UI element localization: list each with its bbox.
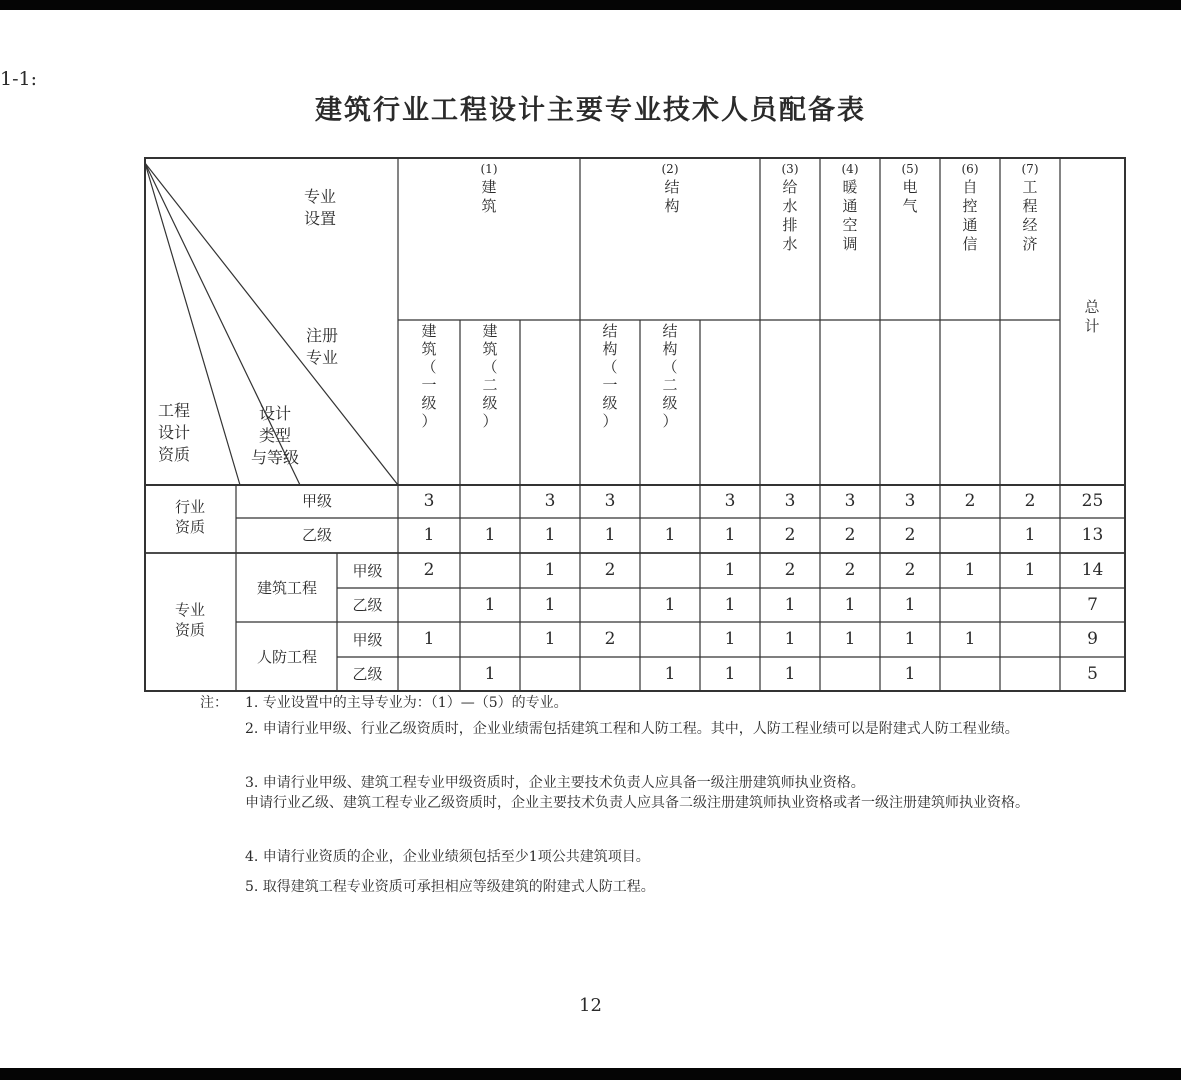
table-label: 1-1: [0,68,37,90]
table-cell: 3 [724,491,736,511]
table-cell: 1 [664,594,676,615]
note-3-continued: 申请行业乙级、建筑工程专业乙级资质时，企业主要技术负责人应具备二级注册建筑师执业资格或者一级注册建筑师执业资格。 [245,795,1029,811]
page-number: 12 [579,995,602,1016]
specialty-6-number: (6) [961,162,979,176]
table-cell: 1 [904,629,916,649]
table-cell: 1 [484,594,496,615]
specialty-7-name: 工 程 经 济 [1022,178,1038,253]
specialty-2-number: (2) [661,162,679,176]
table-cell: 1 [1024,525,1036,545]
row-total-cell: 14 [1081,560,1104,580]
specialty-3-name: 给 水 排 水 [782,178,798,253]
table-cell: 3 [423,491,435,511]
row-1-grade: 甲级 [301,492,332,510]
specialty-5-number: (5) [901,162,919,176]
table-cell: 1 [784,629,796,649]
registered-arch-1: 建 筑 （ 一 级 ） [421,322,437,430]
specialty-4-number: (4) [841,162,859,176]
table-cell: 2 [1024,491,1036,511]
specialty-6-name: 自 控 通 信 [962,178,978,253]
table-cell: 1 [544,594,556,615]
table-cell: 3 [604,491,616,511]
row-total-cell: 9 [1087,629,1098,649]
table-cell: 1 [784,594,796,615]
note-3: 3. 申请行业甲级、建筑工程专业甲级资质时，企业主要技术负责人应具备一级注册建筑师执业资格。 [245,775,865,791]
table-cell: 1 [724,560,736,580]
table-cell: 1 [964,629,976,649]
note-5: 5. 取得建筑工程专业资质可承担相应等级建筑的附建式人防工程。 [245,879,655,895]
table-cell: 1 [484,525,496,545]
table-cell: 1 [904,663,916,684]
row-6-grade: 乙级 [352,665,383,683]
table-cell: 1 [664,525,676,545]
row-total-cell: 25 [1081,491,1104,511]
industry-qualification-label: 行业 资质 [174,498,205,536]
note-1: 1. 专业设置中的主导专业为：（1）—（5）的专业。 [245,695,568,711]
table-cell: 2 [784,560,796,580]
table-cell: 2 [904,525,916,545]
table-cell: 2 [904,560,916,580]
civil-defense-label: 人防工程 [256,648,317,666]
table-cell: 1 [423,629,435,649]
row-5-grade: 甲级 [352,631,383,649]
table-cell: 2 [604,560,616,580]
table-cell: 3 [844,491,856,511]
table-cell: 1 [604,525,616,545]
table-cell: 3 [784,491,796,511]
note-2: 2. 申请行业甲级、行业乙级资质时，企业业绩需包括建筑工程和人防工程。其中，人防工程业绩可以是附建式人防工程业绩。 [245,721,1019,737]
table-cell: 2 [604,629,616,649]
table-cell: 1 [1024,560,1036,580]
table-cell: 2 [784,525,796,545]
specialty-setting-label: 专业 设置 [303,187,336,228]
registered-arch-2: 建 筑 （ 二 级 ） [482,322,498,430]
table-cell: 2 [844,560,856,580]
table-cell: 1 [484,663,496,684]
specialty-7-number: (7) [1021,162,1039,176]
row-3-grade: 甲级 [352,562,383,580]
table-cell: 3 [904,491,916,511]
row-total-cell: 5 [1087,663,1098,684]
table-cell: 1 [544,629,556,649]
row-total-cell: 7 [1087,594,1098,615]
specialty-1-number: (1) [480,162,498,176]
table-cell: 1 [544,525,556,545]
specialty-1-name: 建 筑 [481,178,497,215]
registered-struct-2: 结 构 （ 二 级 ） [662,322,678,430]
note-4: 4. 申请行业资质的企业，企业业绩须包括至少1项公共建筑项目。 [245,849,650,865]
specialty-3-number: (3) [781,162,799,176]
table-cell: 3 [544,491,556,511]
table-cell: 1 [664,663,676,684]
table-cell: 2 [423,560,435,580]
registered-specialty-label: 注册 专业 [305,326,338,367]
design-type-label: 设计 类型 与等级 [250,404,299,467]
table-cell: 1 [904,594,916,615]
specialty-2-name: 结 构 [664,178,680,215]
specialty-5-name: 电 气 [902,178,918,215]
table-cell: 1 [423,525,435,545]
table-cell: 1 [844,594,856,615]
table-cell: 1 [724,629,736,649]
table-cell: 1 [964,560,976,580]
page-title: 建筑行业工程设计主要专业技术人员配备表 [315,95,866,126]
row-total-cell: 13 [1081,525,1104,545]
special-qualification-label: 专业 资质 [174,601,205,639]
row-2-grade: 乙级 [301,526,332,544]
notes-prefix: 注： [200,695,228,711]
row-4-grade: 乙级 [352,596,383,614]
table-cell: 1 [724,525,736,545]
table-cell: 1 [844,629,856,649]
table-cell: 2 [844,525,856,545]
qualification-label: 工程 设计 资质 [157,401,190,464]
table-cell: 1 [544,560,556,580]
table-cell: 2 [964,491,976,511]
specialty-4-name: 暖 通 空 调 [842,178,858,253]
table-cell: 1 [724,663,736,684]
total-header: 总 计 [1084,298,1100,335]
table-cell: 1 [784,663,796,684]
registered-struct-1: 结 构 （ 一 级 ） [602,322,618,430]
building-engineering-label: 建筑工程 [256,579,317,597]
table-cell: 1 [724,594,736,615]
